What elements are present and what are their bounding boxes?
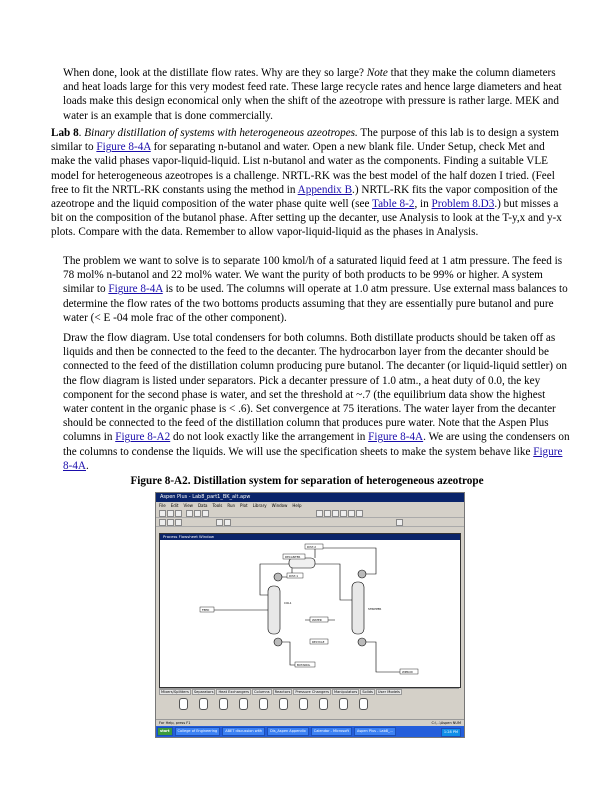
- run-icon[interactable]: [316, 510, 323, 517]
- palette-tab[interactable]: Pressure Changers: [295, 690, 329, 694]
- link-figure-8-4a[interactable]: Figure 8-4A: [368, 431, 424, 444]
- stream-label: WPROD: [402, 670, 413, 674]
- link-figure-8-4a[interactable]: Figure 8-4A: [96, 141, 151, 154]
- palette-tab[interactable]: Columns: [254, 690, 270, 694]
- paragraph-distillate-flow: [63, 66, 568, 123]
- lab-title: Binary distillation of systems with heterogeneous azeotropes.: [84, 127, 358, 139]
- help-icon[interactable]: [175, 519, 182, 526]
- palette-tab[interactable]: Separators: [193, 690, 214, 694]
- stripper-block[interactable]: [352, 582, 364, 634]
- link-figure-8-4a[interactable]: Figure 8-4A: [108, 283, 163, 296]
- start-button[interactable]: start: [157, 727, 173, 736]
- water-layer-stream: [315, 564, 352, 600]
- reboiler-icon: [358, 638, 366, 646]
- menu-item[interactable]: Help: [292, 503, 302, 508]
- app-title-bar: Aspen Plus - Lab8_part1_BK_alt.apw: [156, 493, 464, 502]
- stream-label: FEED: [202, 608, 210, 612]
- flowsheet-window-title: Process Flowsheet Window: [160, 534, 460, 540]
- aspen-screenshot-figure: [155, 492, 465, 738]
- note-emphasis: Note: [366, 67, 388, 79]
- paragraph-problem-statement: [63, 254, 568, 325]
- print-icon[interactable]: [167, 519, 174, 526]
- link-appendix-b[interactable]: Appendix B: [297, 183, 353, 196]
- column-model-icon[interactable]: [279, 698, 288, 710]
- taskbar-item[interactable]: ABET discussion with: [222, 727, 265, 736]
- column-model-icon[interactable]: [299, 698, 308, 710]
- text-run: .) NRTL-RK fits the vapor composition of the azeotrope and the liquid composition of the water phase quite well (see: [51, 183, 558, 211]
- menu-item[interactable]: Plot: [240, 503, 248, 508]
- text-run: The purpose of this lab is to design a system similar to: [51, 127, 559, 154]
- link-figure-8-4a[interactable]: Figure 8-4A: [63, 445, 563, 472]
- link-problem-8-d3[interactable]: Problem 8.D3: [431, 198, 495, 211]
- stream-label: DIST-2: [307, 545, 316, 549]
- text-run: When done, look at the distillate flow rates. Why are they so large?: [63, 67, 367, 79]
- palette-tab[interactable]: User Models: [377, 690, 400, 694]
- link-figure-8-a2[interactable]: Figure 8-A2: [115, 431, 171, 444]
- taskbar-item[interactable]: Calendar - Microsoft: [311, 727, 352, 736]
- text-run: .: [86, 459, 89, 472]
- menu-item[interactable]: File: [159, 503, 166, 508]
- butanol-product-stream: [282, 642, 310, 665]
- figure-caption: Figure 8-A2. Distillation system for separation of heterogeneous azeotrope: [130, 475, 484, 487]
- column-model-icon[interactable]: [359, 698, 368, 710]
- step-icon[interactable]: [324, 510, 331, 517]
- menu-item[interactable]: Window: [271, 503, 288, 508]
- column-model-icon[interactable]: [179, 698, 188, 710]
- dist2-stream: [315, 548, 376, 574]
- units-icon[interactable]: [396, 519, 403, 526]
- process-flowsheet-window[interactable]: [159, 533, 461, 688]
- zoom-icon[interactable]: [159, 519, 166, 526]
- app-menu-bar: [156, 502, 464, 509]
- stop-icon[interactable]: [332, 510, 339, 517]
- stream-label: WATER: [312, 618, 322, 622]
- text-run: . We are using the condensers on the columns to condense the liquids. We will use the specification sheets to make the system behave like: [63, 431, 570, 458]
- text-run: .: [78, 127, 85, 139]
- block-label: STRIPPER: [368, 607, 382, 611]
- menu-item[interactable]: Tools: [212, 503, 223, 508]
- menu-item[interactable]: Edit: [170, 503, 179, 508]
- palette-tab[interactable]: Solids: [362, 690, 373, 694]
- control-panel-icon[interactable]: [348, 510, 355, 517]
- palette-icons: [159, 695, 459, 713]
- status-text: For Help, press F1: [159, 721, 191, 725]
- column-model-icon[interactable]: [199, 698, 208, 710]
- taskbar-item[interactable]: Dis_Aspen Appendix: [267, 727, 309, 736]
- cut-icon[interactable]: [186, 510, 193, 517]
- column-model-icon[interactable]: [259, 698, 268, 710]
- palette-tab[interactable]: Heat Exchangers: [218, 690, 250, 694]
- next-icon[interactable]: [224, 519, 231, 526]
- reboiler-icon: [274, 638, 282, 646]
- flowsheet-diagram: [160, 540, 460, 687]
- text-run: for separating n-butanol and water. Open a new blank file. Under Setup, check Met and make the valid phases vapor-liquid-liquid. List n-butanol and water as the components. Finding a suitable VLE model for heterogeneous azeotropes is a challenge. NRTL-RK was the best model of the half dozen I tried. (Feel free to fit the NRTL-RK constants using the method in: [51, 141, 555, 196]
- stream-label: BUTANOL: [297, 663, 311, 667]
- palette-tab[interactable]: Mixers/Splitters: [161, 690, 189, 694]
- text-run: Draw the flow diagram. Use total condensers for both columns. Both distillate products should be taken off as liquids and then be connected to the feed to the decanter. The hydrocarbon layer from the decanter should be connected to the feed of the distillation column producing pure butanol. The decanter (or liquid-liquid settler) on the flow diagram is listed under separators. Pick a decanter pressure of 1.0 atm., a heat duty of 0.0, the key component for the second phase is water, and set the threshold at ~.7 (the equilibrium data show the highest water content in the organic phase is < .6). Set convergence at 75 iterations. The water layer from the decanter should be connected to the feed of the distillation column that produces pure water. Note that the Aspen Plus columns in: [63, 332, 568, 444]
- reset-icon[interactable]: [340, 510, 347, 517]
- text-run: do not look exactly like the arrangement in: [170, 431, 369, 444]
- menu-item[interactable]: Library: [252, 503, 267, 508]
- results-icon[interactable]: [356, 510, 363, 517]
- text-run: is to be used. The columns will operate at 1.0 atm pressure. Use external mass balances to determine the flow rates of the two bottoms products assuming that they are essentially pure butanol and pure water (< E -04 mole frac of the other component).: [63, 283, 568, 324]
- save-icon[interactable]: [175, 510, 182, 517]
- column-model-icon[interactable]: [239, 698, 248, 710]
- link-table-8-2[interactable]: Table 8-2: [372, 198, 415, 211]
- stream-label: DIST-1: [289, 574, 298, 578]
- toolbar-row: [156, 509, 464, 518]
- windows-taskbar: [156, 726, 464, 737]
- open-icon[interactable]: [167, 510, 174, 517]
- menu-item[interactable]: Run: [227, 503, 236, 508]
- palette-tab[interactable]: Reactors: [274, 690, 291, 694]
- paste-icon[interactable]: [202, 510, 209, 517]
- decanter-block[interactable]: [289, 558, 315, 568]
- paragraph-flow-diagram: [63, 331, 570, 473]
- block-label: DECANTER: [285, 555, 301, 559]
- column-model-icon[interactable]: [339, 698, 348, 710]
- text-run: .) but misses a bit on the composition of the butanol phase. After setting up the decanter, use Analysis to look at the T-y,x and y-x plots. Compare with the data. Remember to allow vapor-liquid-liquid as the phases in Analysis.: [51, 198, 562, 239]
- stream-label: RECYCLE: [312, 640, 325, 644]
- column-model-icon[interactable]: [219, 698, 228, 710]
- palette-tab[interactable]: Manipulators: [333, 690, 358, 694]
- text-run: that they make the column diameters and heat loads large for this very modest feed rate. These large recycle rates and hence large diameters and heat loads make this design economical only when the shift of the azeotrope with pressure is rather large. MEK and water is an example that is done commercially.: [63, 67, 562, 122]
- condenser-icon: [274, 573, 282, 581]
- new-icon[interactable]: [159, 510, 166, 517]
- model-library-palette: [159, 688, 459, 719]
- text-run: The problem we want to solve is to separate 100 kmol/h of a saturated liquid feed at 1 atm pressure. The feed is 78 mol% n-butanol and 22 mol% water. We want the purity of both products to be 99% or higher. A system similar to: [63, 255, 563, 296]
- taskbar-item[interactable]: College of Engineering: [175, 727, 221, 736]
- status-bar: [156, 719, 465, 726]
- column-model-icon[interactable]: [319, 698, 328, 710]
- water-product-stream: [366, 642, 415, 672]
- menu-item[interactable]: View: [183, 503, 193, 508]
- text-run: , in: [414, 198, 432, 211]
- lab-label: Lab 8: [51, 127, 79, 139]
- menu-item[interactable]: Data: [197, 503, 208, 508]
- copy-icon[interactable]: [194, 510, 201, 517]
- column1-block[interactable]: [268, 586, 280, 634]
- data-browser-icon[interactable]: [216, 519, 223, 526]
- taskbar-item[interactable]: Aspen Plus - Lab8_...: [354, 727, 396, 736]
- status-text: C:\...\Aspen NUM: [431, 721, 461, 725]
- taskbar-clock: 1:28 PM: [441, 728, 461, 737]
- condenser-icon: [358, 570, 366, 578]
- paragraph-lab8-intro: [51, 126, 568, 240]
- toolbar-row: [156, 518, 464, 527]
- block-label: COL1: [284, 601, 292, 605]
